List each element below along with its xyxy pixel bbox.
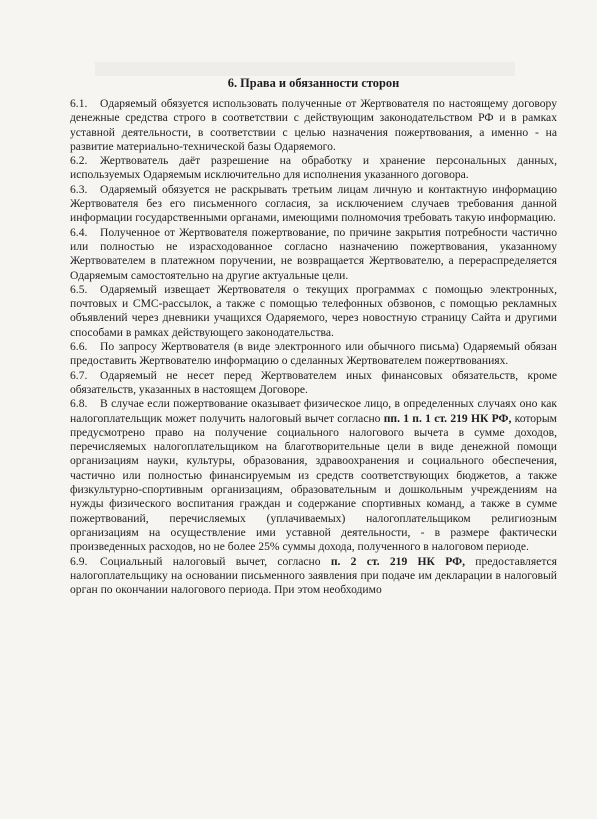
- clause-2: [70, 154, 557, 183]
- clause-6: [70, 340, 557, 369]
- clause-text: Жертвователь даёт разрешение на обработку и хранение персональных данных, используемых Одаряемым исключительно для исполнения указанного договора.: [70, 154, 557, 182]
- clause-8: [70, 397, 557, 554]
- clause-text: Одаряемый извещает Жертвователя о текущих программах с помощью электронных, почтовых и СМС-рассылок, а также с помощью телефонных обзвонов, с помощью рекламных объявлений через дневники учащихся Одаряемого, через новостную страницу Сайта и другими способами в рамках действующего законодательства.: [70, 282, 557, 339]
- clause-text: Одаряемый не несет перед Жертвователем иных финансовых обязательств, кроме обязательств, указанных в настоящем Договоре.: [70, 368, 557, 396]
- clause-3: [70, 183, 557, 226]
- clause-text: По запросу Жертвователя (в виде электронного или обычного письма) Одаряемый обязан предоставить Жертвователю информацию о сделанных Жертвователем пожертвованиях.: [70, 340, 557, 368]
- clause-text: Одаряемый обязуется не раскрывать третьим лицам личную и контактную информацию Жертвователя без его письменного согласия, за исключением случаев требования данной информации государственными органами, имеющими полномочия требовать такую информацию.: [70, 182, 557, 225]
- clause-number: 6.4.: [70, 225, 88, 239]
- clause-4: [70, 226, 557, 283]
- clause-text: Полученное от Жертвователя пожертвование, по причине закрытия потребности частично или полностью не израсходованное согласно назначению пожертвования, указанному Жертвователем в платежном поручении, не возвращается Жертвователю, а перераспределяется Одаряемым самостоятельно на другие актуальные цели.: [70, 225, 557, 282]
- clause-number: 6.7.: [70, 368, 88, 382]
- clause-7: [70, 369, 557, 398]
- clause-number: 6.8.: [70, 397, 88, 411]
- clause-text: предоставляется налогоплательщику на основании письменного заявления при подаче им декларации в налоговый орган по окончании налогового периода. При этом необходимо: [70, 554, 558, 597]
- clause-number: 6.9.: [70, 554, 88, 568]
- clause-5: [70, 283, 557, 340]
- clause-9: [70, 555, 557, 598]
- clause-text: В случае если пожертвование оказывает физическое лицо, в определенных случаях оно как налогоплательщик может получить налоговый вычет согласно: [70, 397, 557, 425]
- clause-number: 6.2.: [70, 154, 88, 168]
- clause-number: 6.1.: [70, 97, 88, 110]
- clause-number: 6.6.: [70, 340, 88, 354]
- clause-number: 6.5.: [70, 282, 88, 296]
- clause-text: Одаряемый обязуется использовать полученные от Жертвователя по настоящему договору денежные средства строго в соответствии с действующим законодательством РФ и в рамках уставной деятельности, в соответствии с целью назначения пожертвования, а именно - на развитие материально-технической базы Одаряемого.: [70, 97, 557, 153]
- legal-reference: п. 2 ст. 219 НК РФ,: [330, 554, 465, 568]
- clause-text: Социальный налоговый вычет, согласно: [100, 554, 331, 568]
- clause-list: [70, 97, 557, 597]
- clause-number: 6.3.: [70, 182, 88, 196]
- bleed-through-shadow: [95, 62, 515, 76]
- legal-reference: пп. 1 п. 1 ст. 219 НК РФ,: [383, 411, 512, 425]
- section-title: 6. Права и обязанности сторон: [227, 76, 400, 90]
- clause-text: которым предусмотрено право на получение социального налогового вычета в сумме доходов, перечисляемых налогоплательщиком на благотворительные цели в виде денежной помощи организациям науки, культуры, образования, здравоохранения и социального обеспечения, частично или полностью финансируемым из средств соответствующих бюджетов, а также физкультурно-спортивным организациям, образовательным и дошкольным учреждениям на нужды физического воспитания граждан и содержание спортивных команд, а также в сумме пожертвований, перечисляемых (уплачиваемых) налогоплательщиком религиозным организациям на осуществление ими уставной деятельности, - в размере фактически произведенных расходов, но не более 25% суммы дохода, полученного в налоговом периоде.: [70, 411, 557, 554]
- clause-1: [70, 97, 557, 154]
